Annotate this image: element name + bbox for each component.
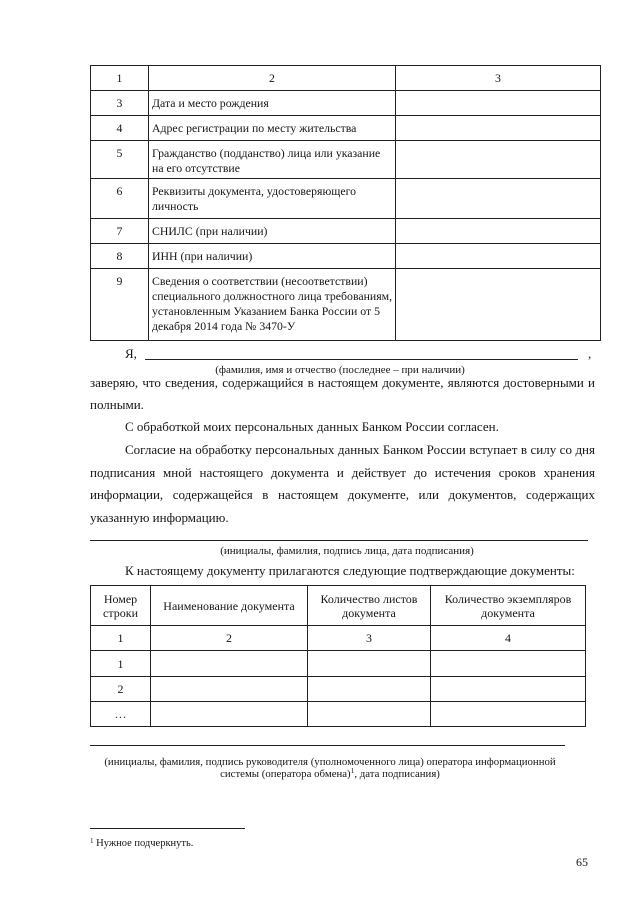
row-number: 7 — [91, 219, 149, 244]
attachments-table — [90, 585, 586, 727]
table-row — [91, 141, 601, 179]
personal-info-table — [90, 65, 601, 341]
operator-signature-caption — [80, 756, 580, 781]
column-index: 2 — [151, 626, 308, 651]
header-sheet-count: Количество листов документа — [308, 586, 431, 626]
row-number: 1 — [91, 651, 151, 677]
footnote-mark: 1 — [90, 837, 94, 845]
column-index-row — [91, 626, 586, 651]
paragraph-line: информации, содержащейся в настоящем документе, или документов, содержащих — [90, 487, 595, 502]
table-body — [91, 66, 601, 341]
field-value — [396, 244, 601, 269]
field-label: Дата и место рождения — [149, 91, 396, 116]
caption-line: (инициалы, фамилия, подпись руководителя (уполномоченного лица) оператора информационной — [104, 756, 556, 768]
name-underline — [145, 359, 578, 360]
field-label: Адрес регистрации по месту жительства — [149, 116, 396, 141]
table-row — [91, 91, 601, 116]
consent-statement: С обработкой моих персональных данных Банком России согласен. — [125, 419, 499, 434]
caption-line — [80, 768, 580, 781]
row-number: 2 — [91, 677, 151, 702]
table-row — [91, 651, 586, 677]
field-label: СНИЛС (при наличии) — [149, 219, 396, 244]
table-row — [91, 702, 586, 727]
table-row — [91, 179, 601, 219]
field-value — [396, 269, 601, 341]
paragraph-line: заверяю, что сведения, содержащийся в настоящем документе, являются достоверными и — [90, 375, 595, 390]
caption-text: системы (оператора обмена) — [220, 768, 351, 780]
row-number: 6 — [91, 179, 149, 219]
column-index: 2 — [149, 66, 396, 91]
paragraph-line: полными. — [90, 397, 144, 412]
sheet-count-cell — [308, 651, 431, 677]
document-name-cell — [151, 651, 308, 677]
page-number: 65 — [576, 855, 588, 869]
footnote — [90, 837, 193, 851]
row-number: 8 — [91, 244, 149, 269]
declaration-paragraph — [90, 372, 595, 416]
table-header-row — [91, 586, 586, 626]
table-body — [91, 586, 586, 727]
field-value — [396, 179, 601, 219]
paragraph-line: подписания мной настоящего документа и действует до истечения сроков хранения — [90, 464, 595, 480]
footnote-text: Нужное подчеркнуть. — [96, 838, 194, 849]
field-value — [396, 219, 601, 244]
paragraph-line: указанную информацию. — [90, 509, 229, 525]
copy-count-cell — [431, 702, 586, 727]
footnote-reference: 1 — [350, 766, 355, 775]
table-row — [91, 116, 601, 141]
document-name-cell — [151, 677, 308, 702]
sheet-count-cell — [308, 677, 431, 702]
consent-validity-paragraph — [90, 439, 595, 529]
row-number: 9 — [91, 269, 149, 341]
column-index: 1 — [91, 66, 149, 91]
sheet-count-cell — [308, 702, 431, 727]
attachments-intro: К настоящему документу прилагаются следующие подтверждающие документы: — [125, 563, 575, 578]
column-index-row — [91, 66, 601, 91]
row-number: 5 — [91, 141, 149, 179]
column-index: 3 — [308, 626, 431, 651]
copy-count-cell — [431, 651, 586, 677]
header-row-number: Номер строки — [91, 586, 151, 626]
row-number: … — [91, 702, 151, 727]
field-label: Гражданство (подданство) лица или указание на его отсутствие — [149, 141, 396, 179]
field-label: ИНН (при наличии) — [149, 244, 396, 269]
column-index: 3 — [396, 66, 601, 91]
table-row — [91, 244, 601, 269]
row-number: 4 — [91, 116, 149, 141]
paragraph-line: Согласие на обработку персональных данных Банком России вступает в силу со дня — [125, 442, 595, 457]
declarant-prefix: Я, — [125, 346, 137, 361]
field-label: Реквизиты документа, удостоверяющего личность — [149, 179, 396, 219]
caption-text: , дата подписания) — [354, 768, 440, 780]
name-field-caption: (фамилия, имя и отчество (последнее – при наличии) — [215, 364, 465, 376]
column-index: 1 — [91, 626, 151, 651]
table-row — [91, 219, 601, 244]
field-label: Сведения о соответствии (несоответствии) специального должностного лица требованиям, установленным Указанием Банка России от 5 декабря 2014 года № 3470-У — [149, 269, 396, 341]
field-value — [396, 116, 601, 141]
field-value — [396, 91, 601, 116]
footnote-separator — [90, 828, 245, 829]
row-number: 3 — [91, 91, 149, 116]
person-signature-caption: (инициалы, фамилия, подпись лица, дата подписания) — [220, 545, 474, 557]
person-signature-line — [90, 540, 588, 541]
table-row — [91, 269, 601, 341]
copy-count-cell — [431, 677, 586, 702]
operator-signature-line — [90, 745, 565, 746]
field-value — [396, 141, 601, 179]
header-document-name: Наименование документа — [151, 586, 308, 626]
document-name-cell — [151, 702, 308, 727]
declarant-suffix: , — [588, 346, 592, 361]
table-row — [91, 677, 586, 702]
header-copy-count: Количество экземпляров документа — [431, 586, 586, 626]
column-index: 4 — [431, 626, 586, 651]
